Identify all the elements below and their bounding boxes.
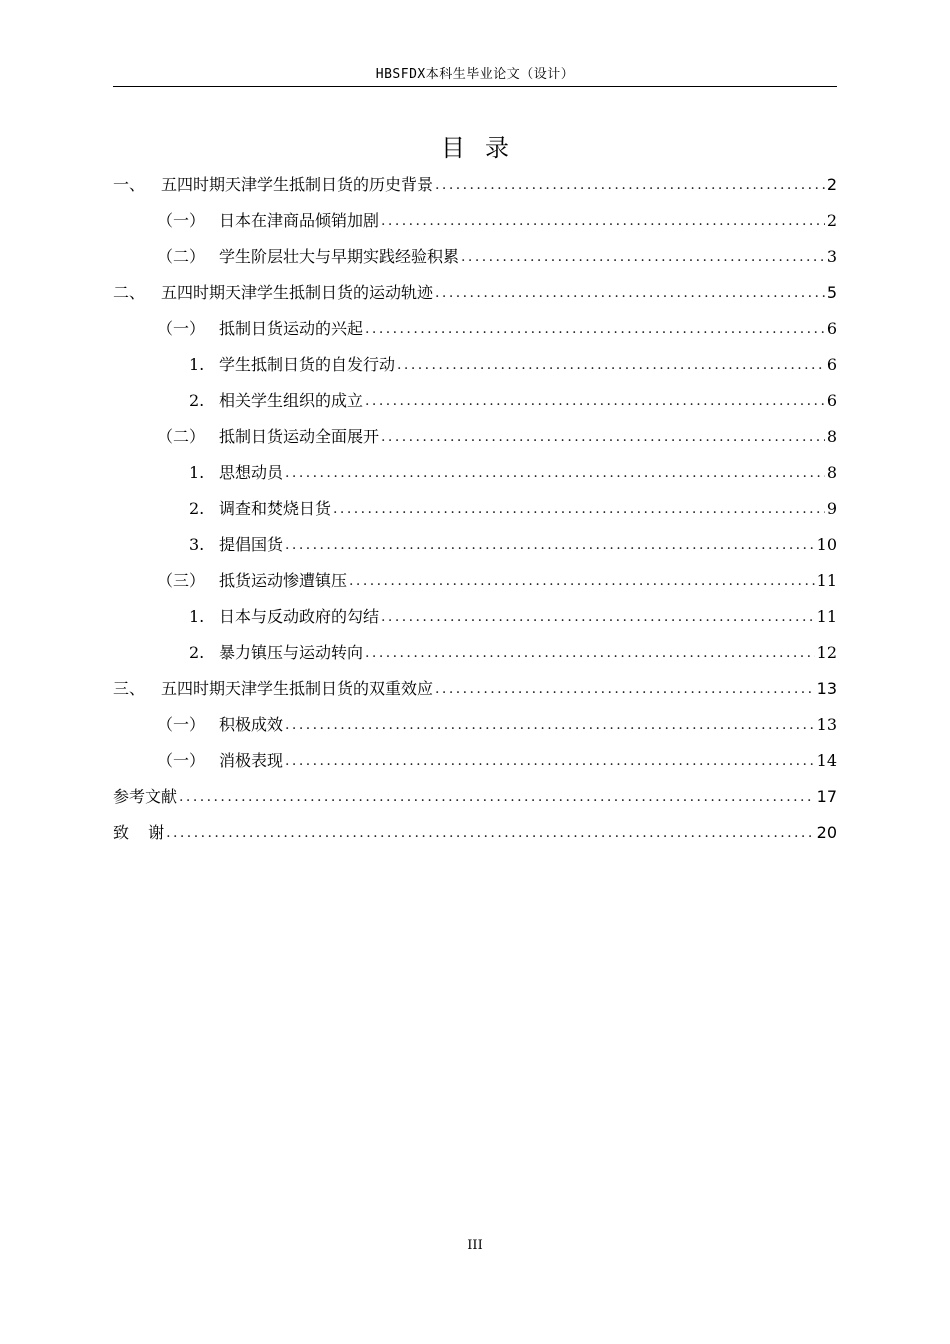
toc-entry-label: 相关学生组织的成立 — [219, 391, 364, 410]
toc-leader-dots — [381, 607, 815, 627]
toc-entry-label: 学生阶层壮大与早期实践经验积累 — [219, 247, 460, 266]
toc-entry-number: 一、 — [113, 175, 146, 194]
toc-entry-number: 1. — [189, 607, 205, 626]
toc-leader-dots — [285, 751, 815, 771]
toc-entry-number: （二） — [157, 247, 206, 266]
toc-leader-dots — [179, 787, 815, 807]
toc-entry-page: 3 — [826, 247, 837, 266]
toc-leader-dots — [435, 679, 815, 699]
toc-entry-label: 学生抵制日货的自发行动 — [219, 355, 396, 374]
toc-entry-page: 6 — [826, 355, 837, 374]
toc-entry-section-2-1[interactable] — [157, 309, 837, 339]
toc-entry-item-2-3-1[interactable] — [189, 597, 837, 627]
toc-entry-page: 6 — [826, 391, 837, 410]
toc-entry-number: 2. — [189, 499, 205, 518]
toc-leader-dots — [365, 391, 825, 411]
toc-entry-label: 暴力镇压与运动转向 — [219, 643, 364, 662]
toc-leader-dots — [285, 715, 815, 735]
toc-entry-label: 五四时期天津学生抵制日货的双重效应 — [161, 679, 434, 698]
toc-entry-page: 5 — [826, 283, 837, 302]
toc-entry-references[interactable] — [113, 777, 837, 807]
toc-entry-label: 积极成效 — [219, 715, 284, 734]
toc-entry-label: 消极表现 — [219, 751, 284, 770]
toc-entry-chapter-3[interactable] — [113, 669, 837, 699]
toc-entry-number: 二、 — [113, 283, 146, 302]
toc-entry-number: （一） — [157, 319, 206, 338]
page-number: III — [467, 1238, 483, 1253]
toc-leader-dots — [381, 211, 825, 231]
toc-entry-item-2-2-2[interactable] — [189, 489, 837, 519]
toc-entry-item-2-2-3[interactable] — [189, 525, 837, 555]
toc-leader-dots — [397, 355, 825, 375]
toc-entry-page: 10 — [816, 535, 837, 554]
toc-entry-number: （一） — [157, 211, 206, 230]
toc-title: 目录 — [441, 134, 529, 162]
toc-entry-section-2-3[interactable] — [157, 561, 837, 591]
toc-entry-number: 1. — [189, 355, 205, 374]
toc-leader-dots — [435, 175, 825, 195]
toc-entry-acknowledgements[interactable] — [113, 813, 837, 843]
toc-entry-page: 13 — [816, 679, 837, 698]
toc-entry-label: 思想动员 — [219, 463, 284, 482]
toc-entry-number: （二） — [157, 427, 206, 446]
toc-leader-dots — [435, 283, 825, 303]
toc-entry-label: 抵制日货运动全面展开 — [219, 427, 380, 446]
toc-entry-number: 3. — [189, 535, 205, 554]
toc-entry-page: 8 — [826, 427, 837, 446]
toc-entry-label: 提倡国货 — [219, 535, 284, 554]
toc-entry-page: 9 — [826, 499, 837, 518]
toc-entry-page: 20 — [816, 823, 837, 842]
toc-leader-dots — [349, 571, 815, 591]
toc-leader-dots — [285, 535, 815, 555]
toc-entry-item-2-1-2[interactable] — [189, 381, 837, 411]
toc-entry-page: 8 — [826, 463, 837, 482]
toc-entry-section-1-1[interactable] — [157, 201, 837, 231]
toc-entry-item-2-1-1[interactable] — [189, 345, 837, 375]
toc-leader-dots — [333, 499, 825, 519]
toc-entry-number: （三） — [157, 571, 206, 590]
toc-leader-dots — [365, 643, 815, 663]
toc-entry-item-2-2-1[interactable] — [189, 453, 837, 483]
toc-entry-chapter-1[interactable] — [113, 165, 837, 195]
toc-entry-item-2-3-2[interactable] — [189, 633, 837, 663]
toc-entry-label: 调查和焚烧日货 — [219, 499, 332, 518]
toc-leader-dots — [461, 247, 825, 267]
toc-entry-chapter-2[interactable] — [113, 273, 837, 303]
toc-entry-label: 抵制日货运动的兴起 — [219, 319, 364, 338]
toc-entry-number: （一） — [157, 715, 206, 734]
toc-entry-number: 1. — [189, 463, 205, 482]
toc-entry-page: 11 — [816, 607, 837, 626]
toc-entry-page: 2 — [826, 175, 837, 194]
toc-entry-number: 三、 — [113, 679, 146, 698]
toc-entry-page: 13 — [816, 715, 837, 734]
toc-entry-section-3-1[interactable] — [157, 705, 837, 735]
toc-entry-label: 五四时期天津学生抵制日货的历史背景 — [161, 175, 434, 194]
toc-entry-page: 6 — [826, 319, 837, 338]
toc-entry-number: 2. — [189, 643, 205, 662]
toc-entry-page: 14 — [816, 751, 837, 770]
toc-entry-label: 参考文献 — [113, 787, 178, 806]
toc-entry-section-2-2[interactable] — [157, 417, 837, 447]
toc-entry-page: 11 — [816, 571, 837, 590]
toc-entry-page: 2 — [826, 211, 837, 230]
toc-entry-number: （一） — [157, 751, 206, 770]
toc-leader-dots — [381, 427, 825, 447]
toc-entry-number: 2. — [189, 391, 205, 410]
toc-entry-label: 日本在津商品倾销加剧 — [219, 211, 380, 230]
toc-entry-label: 五四时期天津学生抵制日货的运动轨迹 — [161, 283, 434, 302]
toc-leader-dots — [285, 463, 825, 483]
toc-entry-section-3-2[interactable] — [157, 741, 837, 771]
toc-entry-section-1-2[interactable] — [157, 237, 837, 267]
toc-entry-label: 致 谢 — [113, 823, 165, 842]
toc-leader-dots — [365, 319, 825, 339]
page-header: HBSFDX本科生毕业论文（设计） — [375, 67, 575, 82]
toc-entry-label: 日本与反动政府的勾结 — [219, 607, 380, 626]
toc-entry-label: 抵货运动惨遭镇压 — [219, 571, 348, 590]
toc-entry-page: 17 — [816, 787, 837, 806]
toc-entry-page: 12 — [816, 643, 837, 662]
toc-leader-dots — [166, 823, 815, 843]
